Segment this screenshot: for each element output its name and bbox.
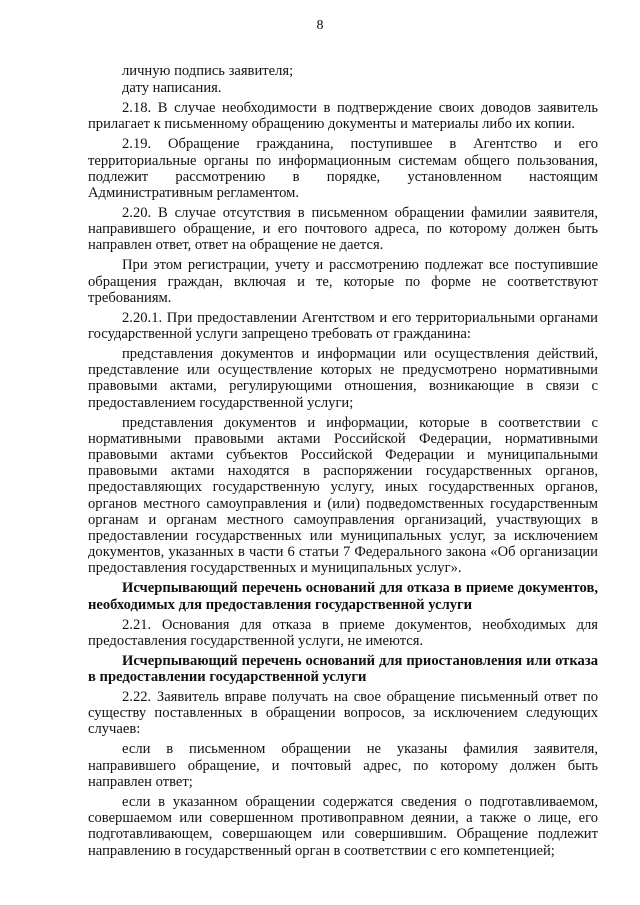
paragraph-signature: личную подпись заявителя;	[122, 63, 294, 79]
paragraph-2-18: 2.18. В случае необходимости в подтверждение своих доводов заявитель прилагает к письменному обращению документы и материалы либо их копии.	[88, 100, 598, 133]
paragraph-case-unlawful: если в указанном обращении содержатся сведения о подготавливаемом, совершаемом или совершенном противоправном деянии, а также о лице, его подготавливающем, совершающем или совершившим. Обращение подлежит направлению в государственный орган в соответствии с его компетенцией;	[88, 793, 598, 859]
paragraph-prohibition-1: представления документов и информации или осуществления действий, представление или осуществление которых не предусмотрено нормативными правовыми актами, регулирующими отношения, возникающие в связи с предоставлением государственной услуги;	[88, 346, 598, 411]
heading-refusal-documents: Исчерпывающий перечень оснований для отказа в приеме документов, необходимых для предоставления государственной услуги	[88, 580, 598, 613]
page-number: 8	[316, 18, 324, 33]
heading-suspension-refusal: Исчерпывающий перечень оснований для приостановления или отказа в предоставлении государственной услуги	[88, 652, 598, 686]
paragraph-date: дату написания.	[122, 80, 222, 97]
paragraph-prohibition-2: представления документов и информации, которые в соответствии с нормативными правовыми актами Российской Федерации, нормативными правовыми актами субъектов Российской Федерации и муниципальными правовыми актами находятся в распоряжении государственных органов, предоставляющих государственную услугу, иных государственных органов, органов местного самоуправления и (или) подведомственных государственным органам и органам местного самоуправления организаций, участвующих в предоставлении государственных или муниципальных услуг, за исключением документов, указанных в части 6 статьи 7 Федерального закона «Об организации предоставления государственных и муниципальных услуг».	[88, 414, 598, 577]
paragraph-case-no-address: если в письменном обращении не указаны фамилия заявителя, направившего обращение, и почтовый адрес, по которому должен быть направлен ответ;	[88, 741, 598, 790]
paragraph-2-20: 2.20. В случае отсутствия в письменном обращении фамилии заявителя, направившего обращение, и его почтового адреса, по которому должен быть направлен ответ, ответ на обращение не дается.	[88, 205, 598, 254]
paragraph-2-20-1: 2.20.1. При предоставлении Агентством и его территориальными органами государственной услуги запрещено требовать от гражданина:	[88, 309, 598, 343]
paragraph-2-21: 2.21. Основания для отказа в приеме документов, необходимых для предоставления государственной услуги, не имеются.	[88, 616, 598, 649]
document-body	[88, 63, 598, 863]
paragraph-registration: При этом регистрации, учету и рассмотрению подлежат все поступившие обращения граждан, включая и те, которые по форме не соответствуют требованиям.	[88, 257, 598, 306]
paragraph-2-22: 2.22. Заявитель вправе получать на свое обращение письменный ответ по существу поставленных в обращении вопросов, за исключением следующих случаев:	[88, 689, 598, 738]
paragraph-2-19: 2.19. Обращение гражданина, поступившее в Агентство и его территориальные органы по информационным системам общего пользования, подлежит рассмотрению в порядке, установленном настоящим Административным регламентом.	[88, 136, 598, 202]
